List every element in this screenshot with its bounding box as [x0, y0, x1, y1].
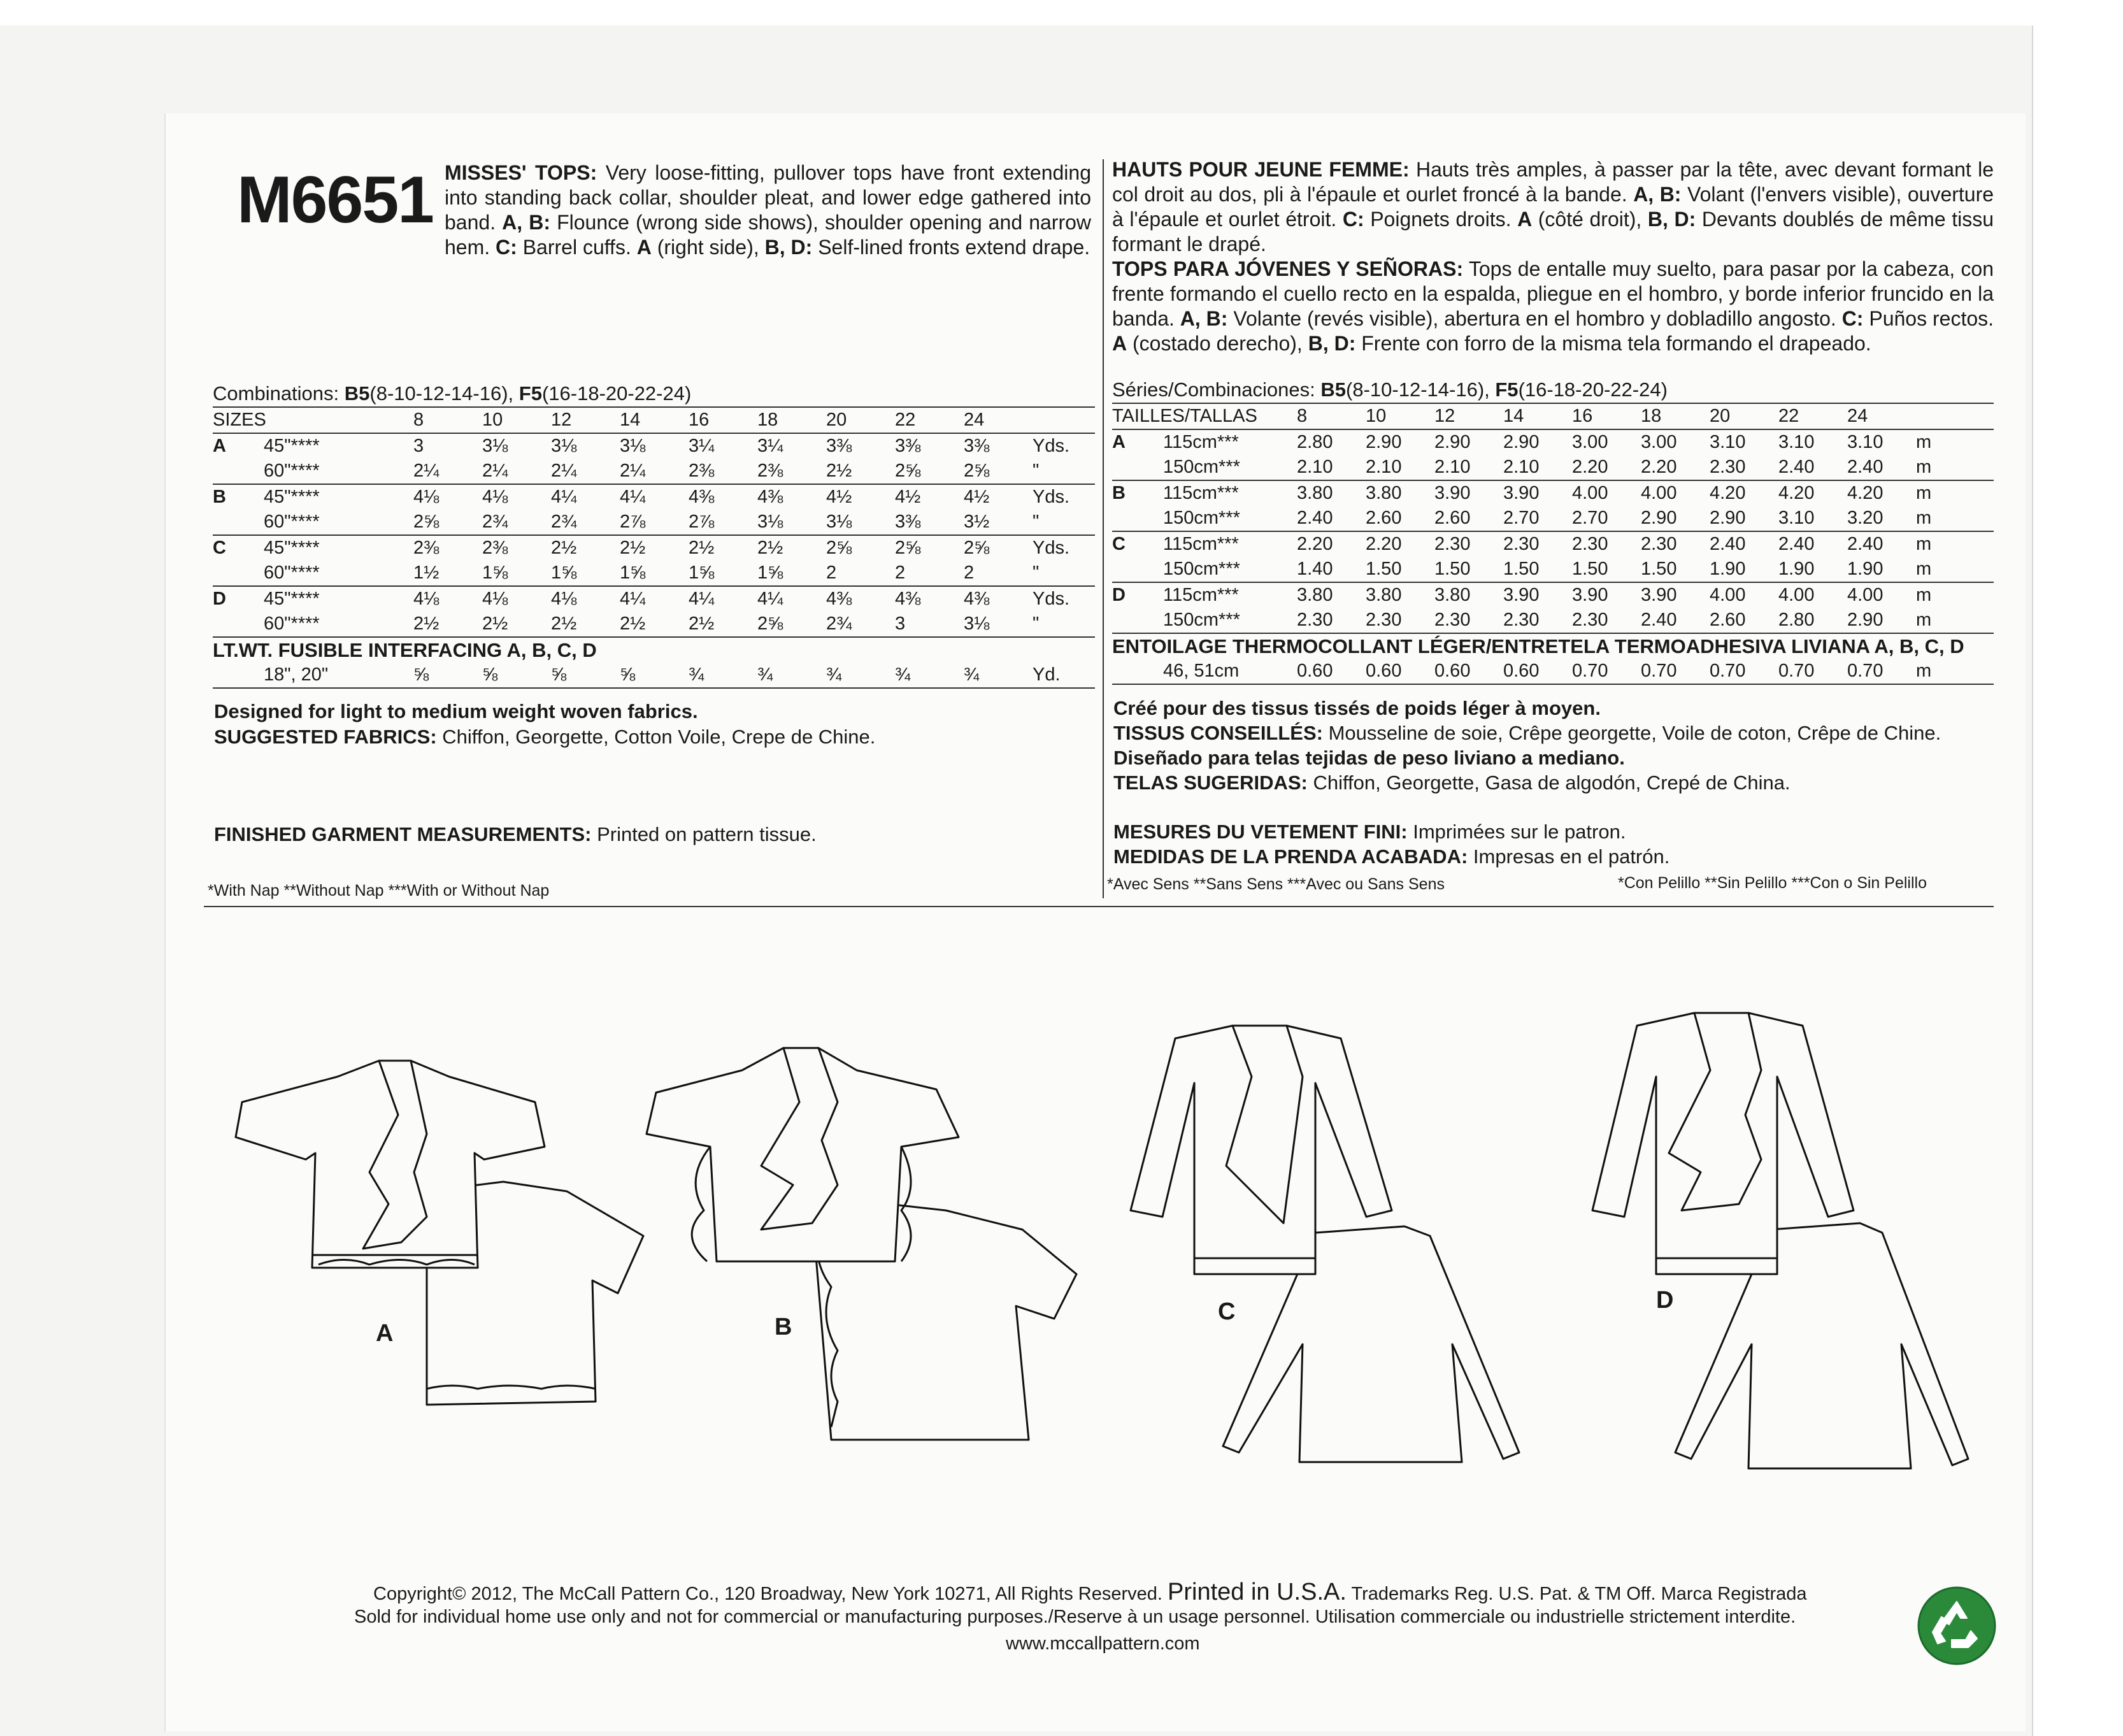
unit-cell: m [1916, 534, 1932, 554]
yardage-table-metric [1112, 404, 1994, 685]
fabric-width-cell: 45"**** [264, 538, 320, 558]
yardage-cell: 3.10 [1847, 432, 1884, 452]
yardage-cell: 2.70 [1572, 506, 1641, 531]
yardage-cell: 2.80 [1297, 432, 1333, 452]
yardage-cell: 3.10 [1710, 432, 1746, 452]
interfacing-label-row [213, 637, 1095, 663]
yardage-cell: 4.20 [1710, 483, 1746, 503]
yardage-cell: 4⅛ [482, 487, 508, 507]
yardage-cell: 2⅝ [826, 538, 852, 558]
yardage-cell: 2⅜ [413, 538, 440, 558]
fabric-width-cell: 45"**** [264, 589, 320, 609]
view-cell [1112, 557, 1163, 582]
yardage-cell: 3.90 [1572, 585, 1608, 605]
interfacing-cell: 0.70 [1572, 659, 1641, 684]
unit-cell: m [1916, 455, 1994, 480]
size-header-cell: 10 [482, 408, 551, 433]
unit-cell: " [1033, 510, 1095, 535]
sizes-label: TAILLES/TALLAS [1112, 404, 1297, 429]
fabric-width-cell: 60"**** [264, 612, 413, 637]
finished-measurements-en: FINISHED GARMENT MEASUREMENTS: Printed on pattern tissue. [214, 823, 817, 845]
yardage-row [213, 484, 1095, 510]
fabric-width-cell: 45"**** [264, 436, 320, 456]
yardage-cell: 2.20 [1572, 455, 1641, 480]
view-cell: A [1112, 432, 1126, 452]
yardage-cell: 2.30 [1641, 534, 1677, 554]
yardage-cell: 3.80 [1297, 483, 1333, 503]
yardage-cell: 2.60 [1434, 506, 1503, 531]
yardage-cell: 1⅝ [551, 561, 620, 586]
unit-cell: m [1916, 483, 1932, 503]
yardage-cell: 3⅛ [620, 436, 646, 456]
yardage-cell: 3.10 [1778, 506, 1847, 531]
yardage-cell: 1.40 [1297, 557, 1366, 582]
interfacing-cell: ⅝ [551, 663, 620, 688]
yardage-cell: 2.10 [1297, 455, 1366, 480]
fabric-width-cell: 150cm*** [1163, 506, 1297, 531]
view-cell [1112, 455, 1163, 480]
size-header-cell: 20 [1710, 404, 1778, 429]
yardage-cell: 2.30 [1572, 534, 1608, 554]
interfacing-cell: 0.60 [1434, 659, 1503, 684]
unit-cell: m [1916, 557, 1994, 582]
fabric-width-cell: 150cm*** [1163, 455, 1297, 480]
yardage-cell: 2⅞ [620, 510, 689, 535]
yardage-cell: 3⅛ [482, 436, 508, 456]
yardage-cell: 1.50 [1366, 557, 1434, 582]
yardage-row [1112, 455, 1994, 480]
yardage-cell: 1.50 [1503, 557, 1572, 582]
view-cell [1112, 506, 1163, 531]
designed-for-fr: Créé pour des tissus tissés de poids léger à moyen. [1113, 697, 1601, 719]
view-cell [213, 510, 264, 535]
yardage-cell: 3⅛ [826, 510, 895, 535]
unit-cell: m [1916, 585, 1932, 605]
unit-cell: " [1033, 561, 1095, 586]
view-label-d: D [1656, 1287, 1674, 1314]
yardage-cell: 2 [895, 561, 964, 586]
column-divider [1103, 159, 1104, 898]
yardage-cell: 3⅜ [964, 436, 990, 456]
interfacing-unit: Yd. [1033, 663, 1095, 688]
fabric-notes-english [214, 699, 875, 750]
view-cell [213, 612, 264, 637]
yardage-cell: 4¼ [620, 589, 646, 609]
view-cell: B [213, 487, 226, 507]
interfacing-cell: ¾ [895, 663, 964, 688]
yardage-cell: 1⅝ [689, 561, 757, 586]
yardage-cell: 2⅝ [413, 510, 482, 535]
yardage-cell: 2.20 [1641, 455, 1710, 480]
yardage-cell: 4.20 [1847, 483, 1884, 503]
view-cell: B [1112, 483, 1126, 503]
view-cell: D [1112, 585, 1126, 605]
yardage-cell: 2.30 [1503, 534, 1540, 554]
interfacing-cell: 0.70 [1778, 659, 1847, 684]
yardage-cell: 2.90 [1847, 608, 1916, 633]
yardage-cell: 2.30 [1366, 608, 1434, 633]
yardage-cell: 2½ [620, 538, 646, 558]
yardage-cell: 4⅛ [482, 589, 508, 609]
yardage-cell: 4.00 [1710, 585, 1746, 605]
view-b-illustration [647, 1019, 1092, 1376]
sizes-label: SIZES [213, 408, 413, 433]
fabric-width-cell: 60"**** [264, 561, 413, 586]
yardage-row [1112, 582, 1994, 608]
yardage-cell: 2¼ [482, 459, 551, 484]
yardage-cell: 1⅝ [620, 561, 689, 586]
yardage-cell: 2.90 [1434, 432, 1471, 452]
yardage-cell: 4⅜ [964, 589, 990, 609]
fabric-width-cell: 60"**** [264, 459, 413, 484]
size-header-cell: 16 [689, 408, 757, 433]
yardage-row [1112, 531, 1994, 557]
yardage-cell: 2.40 [1297, 506, 1366, 531]
unit-cell: " [1033, 459, 1095, 484]
interfacing-label: LT.WT. FUSIBLE INTERFACING A, B, C, D [213, 638, 597, 661]
interfacing-cell: ¾ [964, 663, 1033, 688]
yardage-cell: 4⅛ [551, 589, 577, 609]
yardage-table-imperial [213, 408, 1095, 689]
description-spanish: TOPS PARA JÓVENES Y SEÑORAS: Tops de entalle muy suelto, para pasar por la cabeza, con frente formando el cuello recto en la espalda, pliegue en el hombro, y borde inferior fruncido en la banda. A, B: Volante (revés visible), abertura en el hombro y dobladillo angosto. C: Puños rectos. A (costado derecho), B, D: Frente con forro de la misma tela formando el drapeado. [1112, 257, 1994, 355]
yardage-row [1112, 557, 1994, 582]
yardage-row [213, 433, 1095, 459]
interfacing-cell: ⅝ [620, 663, 689, 688]
yardage-cell: 4⅛ [413, 589, 440, 609]
yardage-cell: 2¼ [413, 459, 482, 484]
size-header-cell: 12 [551, 408, 620, 433]
pattern-back-sheet [164, 113, 2026, 1732]
interfacing-cell: 0.70 [1847, 659, 1916, 684]
yardage-cell: 3⅜ [895, 436, 921, 456]
yardage-cell: 2½ [689, 612, 757, 637]
interfacing-cell: ⅝ [413, 663, 482, 688]
yardage-cell: 3½ [964, 510, 1033, 535]
yardage-cell: 3 [895, 612, 964, 637]
size-header-cell: 14 [1503, 404, 1572, 429]
size-header-cell: 12 [1434, 404, 1503, 429]
interfacing-cell: ¾ [826, 663, 895, 688]
yardage-cell: 4⅜ [826, 589, 852, 609]
designed-for-es: Diseñado para telas tejidas de peso liviano a mediano. [1113, 747, 1625, 769]
yardage-cell: 4½ [895, 487, 921, 507]
size-header-cell: 18 [757, 408, 826, 433]
view-label-a: A [376, 1320, 394, 1347]
yardage-row [213, 535, 1095, 561]
yardage-cell: 1.50 [1434, 557, 1503, 582]
yardage-cell: 3.90 [1503, 585, 1540, 605]
description-french: HAUTS POUR JEUNE FEMME: Hauts très amples, à passer par la tête, avec devant formant le col droit au dos, pli à l'épaule et ourlet froncé à la bande. A, B: Volant (l'envers visible), ouverture à l'épaule et ourlet étroit. C: Poignets droits. A (côté droit), B, D: Devants doublés de même tissu formant le drapé. [1112, 158, 1994, 255]
website: www.mccallpattern.com [1006, 1633, 1200, 1654]
suggested-fabrics-en: SUGGESTED FABRICS: Chiffon, Georgette, Cotton Voile, Crepe de Chine. [214, 726, 876, 748]
yardage-cell: 4.00 [1641, 483, 1677, 503]
yardage-cell: 2½ [551, 612, 620, 637]
interfacing-cell: ⅝ [482, 663, 551, 688]
yardage-cell: 4.20 [1778, 483, 1815, 503]
size-header-cell: 18 [1641, 404, 1710, 429]
size-header-cell: 24 [964, 408, 1033, 433]
yardage-cell: 1½ [413, 561, 482, 586]
interfacing-label-row [1112, 633, 1994, 659]
yardage-cell: 2.30 [1503, 608, 1572, 633]
interfacing-cell: ¾ [757, 663, 826, 688]
yardage-cell: 4.00 [1847, 585, 1884, 605]
unit-cell: Yds. [1033, 487, 1070, 507]
yardage-cell: 2.90 [1710, 506, 1778, 531]
size-header-cell: 22 [1778, 404, 1847, 429]
copyright-line: Copyright© 2012, The McCall Pattern Co., 120 Broadway, New York 10271, All Rights Reserved. Printed in U.S.A. Trademarks Reg. U.S. Pat. & TM Off. Marca Registrada [373, 1579, 1807, 1605]
size-header-cell: 14 [620, 408, 689, 433]
description-title-fr: HAUTS POUR JEUNE FEMME: [1112, 158, 1410, 181]
interfacing-cell: 0.70 [1641, 659, 1710, 684]
yardage-cell: 2½ [689, 538, 715, 558]
yardage-cell: 4⅛ [413, 487, 440, 507]
yardage-cell: 2.30 [1434, 534, 1471, 554]
yardage-row [213, 586, 1095, 612]
suggested-fabrics-es: TELAS SUGERIDAS: Chiffon, Georgette, Gasa de algodón, Crepé de China. [1113, 771, 1791, 794]
yardage-cell: 4¼ [689, 589, 715, 609]
description-english: MISSES' TOPS: Very loose-fitting, pullover tops have front extending into standing back collar, shoulder pleat, and lower edge gathered into band. A, B: Flounce (wrong side shows), shoulder opening and narrow hem. C: Barrel cuffs. A (right side), B, D: Self-lined fronts extend drape. [445, 161, 1092, 259]
yardage-cell: 2⅝ [964, 459, 1033, 484]
size-header-cell: 10 [1366, 404, 1434, 429]
yardage-cell: 2.30 [1434, 608, 1503, 633]
view-cell [213, 459, 264, 484]
fabric-width-cell: 150cm*** [1163, 557, 1297, 582]
yardage-cell: 2.30 [1572, 608, 1641, 633]
yardage-cell: 2.10 [1366, 455, 1434, 480]
view-a-illustration [236, 1045, 669, 1389]
unit-cell: m [1916, 432, 1932, 452]
yardage-cell: 4⅜ [757, 487, 783, 507]
yardage-cell: 2.40 [1778, 455, 1847, 480]
yardage-cell: 2¾ [551, 510, 620, 535]
interfacing-label: ENTOILAGE THERMOCOLLANT LÉGER/ENTRETELA TERMOADHESIVA LIVIANA A, B, C, D [1112, 635, 1964, 657]
yardage-cell: 2 [964, 561, 1033, 586]
yardage-cell: 2½ [757, 538, 783, 558]
yardage-cell: 3⅜ [895, 510, 964, 535]
size-header-cell: 20 [826, 408, 895, 433]
yardage-row [213, 510, 1095, 535]
nap-note-es: *Con Pelillo **Sin Pelillo ***Con o Sin Pelillo [1618, 874, 1927, 892]
yardage-cell: 3.80 [1366, 585, 1402, 605]
yardage-cell: 2½ [826, 459, 895, 484]
yardage-cell: 3.00 [1572, 432, 1608, 452]
yardage-cell: 2.60 [1366, 506, 1434, 531]
yardage-cell: 2⅜ [689, 459, 757, 484]
yardage-cell: 1⅝ [482, 561, 551, 586]
fabric-width-cell: 150cm*** [1163, 608, 1297, 633]
yardage-cell: 4½ [826, 487, 852, 507]
yardage-cell: 2.40 [1778, 534, 1815, 554]
view-cell: C [213, 538, 226, 558]
yardage-cell: 3¼ [689, 436, 715, 456]
fabric-width-cell: 60"**** [264, 510, 413, 535]
combinations-imperial: Combinations: B5(8-10-12-14-16), F5(16-18-20-22-24) [213, 382, 692, 405]
fabric-width-cell: 115cm*** [1163, 432, 1239, 452]
yardage-cell: 2.20 [1297, 534, 1333, 554]
interfacing-row [1112, 659, 1994, 684]
view-d-illustration [1580, 1000, 1987, 1484]
fabric-width-cell: 115cm*** [1163, 585, 1239, 605]
yardage-cell: 3.00 [1641, 432, 1677, 452]
yardage-cell: 1.90 [1778, 557, 1847, 582]
yardage-cell: 2.40 [1641, 608, 1710, 633]
yardage-cell: 3¼ [757, 436, 783, 456]
yardage-cell: 2.90 [1641, 506, 1710, 531]
view-cell: A [213, 436, 226, 456]
yardage-cell: 2.90 [1503, 432, 1540, 452]
yardage-cell: 4.00 [1778, 585, 1815, 605]
yardage-cell: 2¾ [826, 612, 895, 637]
yardage-cell: 4¼ [757, 589, 783, 609]
yardage-cell: 2¼ [620, 459, 689, 484]
yardage-cell: 1⅝ [757, 561, 826, 586]
yardage-cell: 3.90 [1434, 483, 1471, 503]
yardage-cell: 2.30 [1710, 455, 1778, 480]
size-header-cell: 16 [1572, 404, 1641, 429]
yardage-row [213, 561, 1095, 586]
yardage-cell: 2⅜ [757, 459, 826, 484]
yardage-cell: 3.80 [1434, 585, 1471, 605]
view-c-illustration [1105, 1013, 1564, 1472]
yardage-cell: 3.90 [1503, 483, 1540, 503]
recycle-icon [1916, 1585, 1998, 1667]
yardage-cell: 3.80 [1366, 483, 1402, 503]
yardage-cell: 2½ [551, 538, 577, 558]
interfacing-cell: 0.70 [1710, 659, 1778, 684]
nap-note-en: *With Nap **Without Nap ***With or Without Nap [208, 882, 550, 900]
yardage-cell: 2.40 [1710, 534, 1746, 554]
yardage-cell: 3⅛ [551, 436, 577, 456]
yardage-cell: 4¼ [620, 487, 646, 507]
view-label-b: B [775, 1314, 792, 1340]
yardage-cell: 4.00 [1572, 483, 1608, 503]
yardage-cell: 2¾ [482, 510, 551, 535]
interfacing-cell: 0.60 [1503, 659, 1572, 684]
size-header-cell: 8 [1297, 404, 1366, 429]
yardage-cell: 2⅜ [482, 538, 508, 558]
yardage-cell: 2¼ [551, 459, 620, 484]
interfacing-width: 18", 20" [264, 663, 413, 688]
yardage-cell: 2½ [482, 612, 551, 637]
size-header-row [1112, 404, 1994, 429]
yardage-cell: 2.70 [1503, 506, 1572, 531]
yardage-cell: 2.10 [1503, 455, 1572, 480]
yardage-cell: 2½ [620, 612, 689, 637]
yardage-cell: 2.30 [1297, 608, 1366, 633]
view-label-c: C [1218, 1298, 1236, 1325]
yardage-row [1112, 608, 1994, 633]
unit-cell: Yds. [1033, 436, 1070, 456]
interfacing-row [213, 663, 1095, 688]
size-header-cell: 22 [895, 408, 964, 433]
combinations-metric: Séries/Combinaciones: B5(8-10-12-14-16), F5(16-18-20-22-24) [1112, 378, 1668, 401]
yardage-cell: 4½ [964, 487, 990, 507]
yardage-cell: 2.40 [1847, 455, 1916, 480]
designed-for-en: Designed for light to medium weight woven fabrics. [214, 700, 698, 722]
yardage-cell: 2⅞ [689, 510, 757, 535]
yardage-cell: 2 [826, 561, 895, 586]
size-header-cell: 8 [413, 408, 482, 433]
yardage-cell: 3 [413, 436, 424, 456]
unit-cell: " [1033, 612, 1095, 637]
nap-note-fr: *Avec Sens **Sans Sens ***Avec ou Sans Sens [1107, 875, 1445, 893]
view-cell: D [213, 589, 226, 609]
yardage-row [213, 612, 1095, 637]
yardage-cell: 2.20 [1366, 534, 1402, 554]
pattern-number: M6651 [237, 163, 433, 237]
view-cell [213, 561, 264, 586]
view-cell: C [1112, 534, 1126, 554]
fabric-notes-french-spanish [1113, 696, 1941, 795]
description-title-es: TOPS PARA JÓVENES Y SEÑORAS: [1112, 257, 1464, 280]
interfacing-width: 46, 51cm [1163, 659, 1297, 684]
yardage-cell: 1.50 [1641, 557, 1710, 582]
yardage-cell: 2⅝ [964, 538, 990, 558]
yardage-row [1112, 480, 1994, 506]
interfacing-cell: 0.60 [1366, 659, 1434, 684]
size-header-row [213, 408, 1095, 433]
yardage-cell: 3⅛ [964, 612, 1033, 637]
unit-cell: Yds. [1033, 589, 1070, 609]
yardage-cell: 1.90 [1847, 557, 1916, 582]
yardage-cell: 1.90 [1710, 557, 1778, 582]
fabric-width-cell: 45"**** [264, 487, 320, 507]
yardage-row [1112, 429, 1994, 455]
yardage-cell: 3⅜ [826, 436, 852, 456]
fabric-width-cell: 115cm*** [1163, 483, 1239, 503]
yardage-row [213, 459, 1095, 484]
yardage-cell: 3.20 [1847, 506, 1916, 531]
yardage-cell: 3.10 [1778, 432, 1815, 452]
yardage-cell: 2½ [413, 612, 482, 637]
unit-cell: m [1916, 608, 1994, 633]
yardage-cell: 2⅝ [757, 612, 826, 637]
yardage-cell: 4⅜ [895, 589, 921, 609]
finished-measurements-fr-es: MESURES DU VETEMENT FINI: Imprimées sur le patron. MEDIDAS DE LA PRENDA ACABADA: Impresas en el patrón. [1113, 821, 1670, 868]
yardage-cell: 2.10 [1434, 455, 1503, 480]
yardage-cell: 2.40 [1847, 534, 1884, 554]
yardage-cell: 4⅜ [689, 487, 715, 507]
suggested-fabrics-fr: TISSUS CONSEILLÉS: Mousseline de soie, Crêpe georgette, Voile de coton, Crêpe de Chine. [1113, 722, 1941, 744]
section-rule [204, 906, 1994, 907]
yardage-cell: 3⅛ [757, 510, 826, 535]
yardage-cell: 3.80 [1297, 585, 1333, 605]
usage-restriction: Sold for individual home use only and not for commercial or manufacturing purposes./Reserve à un usage personnel. Utilisation commerciale ou industrielle strictement interdite. [354, 1607, 1796, 1627]
fabric-width-cell: 115cm*** [1163, 534, 1239, 554]
yardage-cell: 2⅝ [895, 538, 921, 558]
yardage-cell: 2.80 [1778, 608, 1847, 633]
yardage-cell: 2.60 [1710, 608, 1778, 633]
unit-cell: m [1916, 506, 1994, 531]
yardage-cell: 3.90 [1641, 585, 1677, 605]
interfacing-cell: ¾ [689, 663, 757, 688]
yardage-cell: 1.50 [1572, 557, 1641, 582]
view-cell [1112, 608, 1163, 633]
yardage-cell: 2.90 [1366, 432, 1402, 452]
yardage-cell: 4¼ [551, 487, 577, 507]
yardage-cell: 2⅝ [895, 459, 964, 484]
interfacing-cell: 0.60 [1297, 659, 1366, 684]
description-title-en: MISSES' TOPS: [445, 161, 597, 184]
yardage-row [1112, 506, 1994, 531]
unit-cell: Yds. [1033, 538, 1070, 558]
interfacing-unit: m [1916, 659, 1994, 684]
size-header-cell: 24 [1847, 404, 1916, 429]
